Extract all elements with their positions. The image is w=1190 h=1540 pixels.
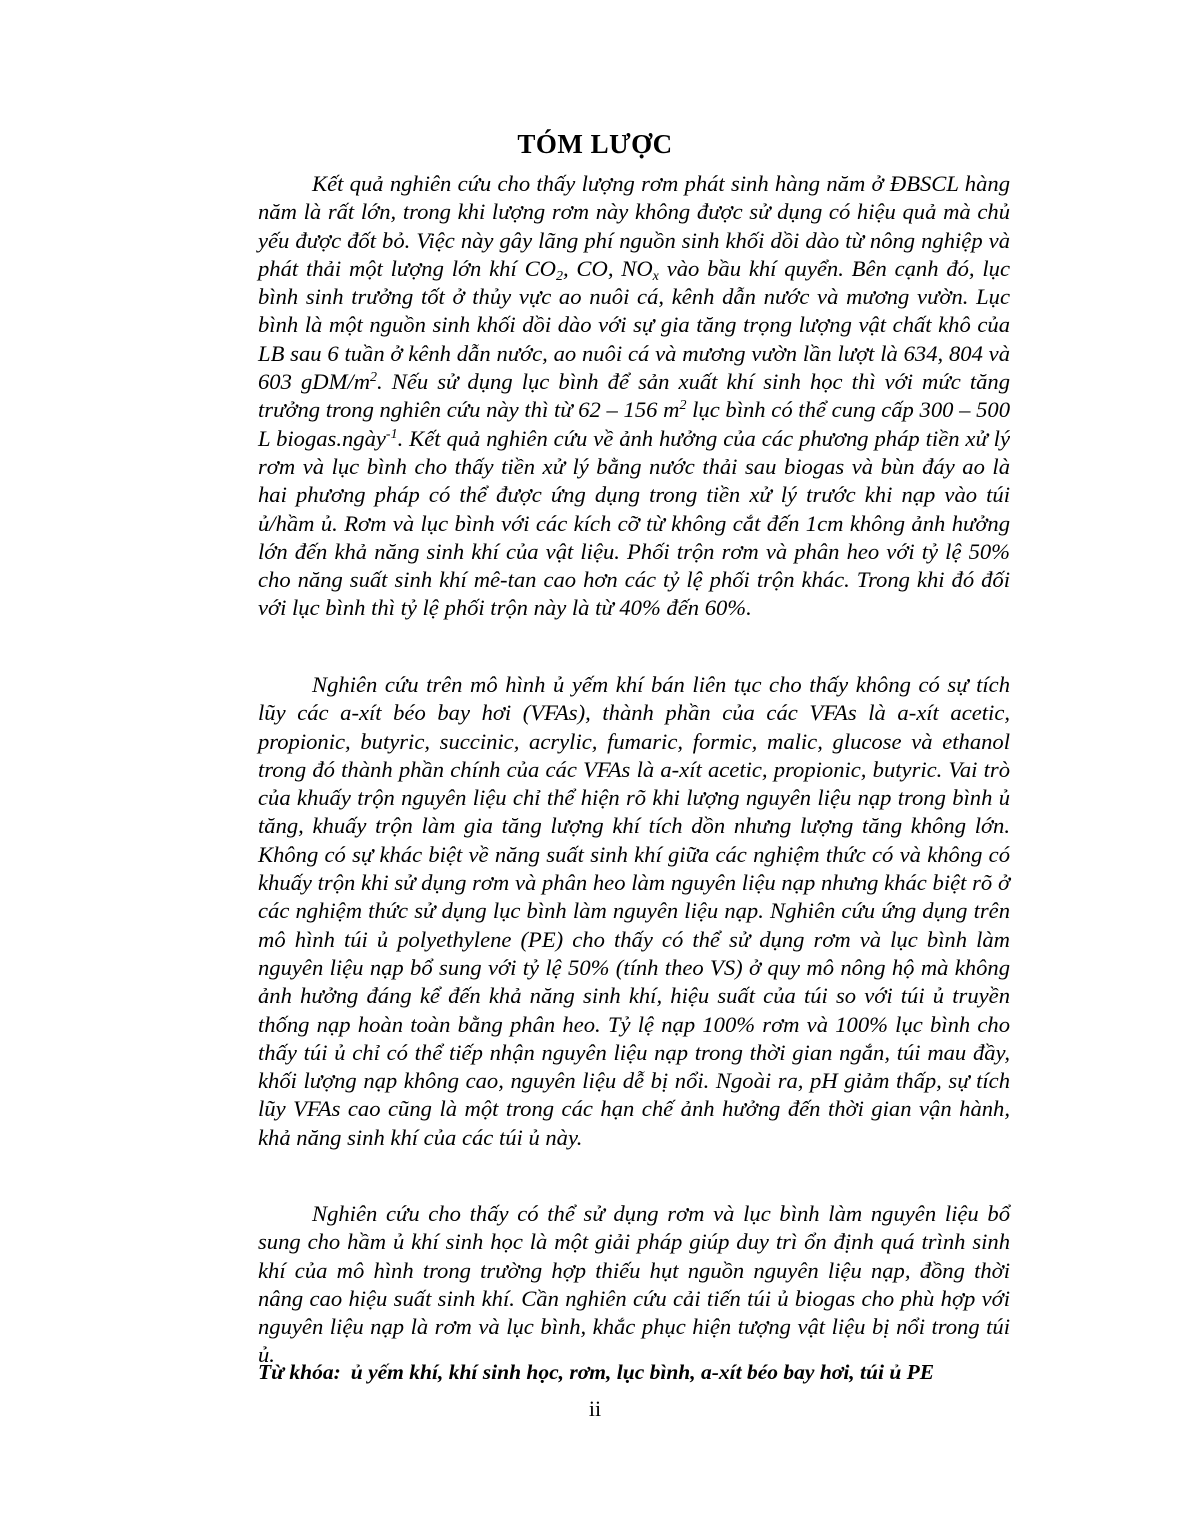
paragraph-1-text-d: . Nếu sử dụng lục bình để sản xuất khí sinh học thì với mức tăng trưởng trong nghiên cứu này thì từ 62 – 156 m <box>258 369 1010 423</box>
page-title: TÓM LƯỢC <box>517 129 673 159</box>
paragraph-3-text: Nghiên cứu cho thấy có thể sử dụng rơm và lục bình làm nguyên liệu bổ sung cho hầm ủ khí sinh học là một giải pháp giúp duy trì ổn định quá trình sinh khí của mô hình trong trường hợp thiếu hụt nguồn nguyên liệu nạp, đồng thời nâng cao hiệu suất sinh khí. Cần nghiên cứu cải tiến túi ủ biogas cho phù hợp với nguyên liệu nạp là rơm và lục bình, khắc phục hiện tượng vật liệu bị nổi trong túi ủ. <box>258 1201 1010 1368</box>
abstract-paragraph-3 <box>258 1200 1010 1370</box>
keywords-line <box>258 1358 1010 1386</box>
paragraph-1-text-e: lục bình có thể cung cấp 300 – 500 L biogas.ngày <box>258 397 1011 451</box>
keywords-value: ủ yếm khí, khí sinh học, rơm, lục bình, a-xít béo bay hơi, túi ủ PE <box>350 1360 935 1384</box>
subscript-co2: 2 <box>555 268 563 284</box>
page-number: ii <box>588 1396 602 1421</box>
superscript-m2-b: 2 <box>679 398 687 414</box>
superscript-per-day: -1 <box>385 426 398 442</box>
abstract-paragraph-2 <box>258 671 1010 1152</box>
subscript-nox: x <box>652 268 659 284</box>
paragraph-2-text: Nghiên cứu trên mô hình ủ yếm khí bán liên tục cho thấy không có sự tích lũy các a-xít béo bay hơi (VFAs), thành phần của các VFAs là a-xít acetic, propionic, butyric, succinic, acrylic, fumaric, formic, malic, glucose và ethanol trong đó thành phần chính của các VFAs là a-xít acetic, propionic, butyric. Vai trò của khuấy trộn nguyên liệu chỉ thể hiện rõ khi lượng nguyên liệu nạp trong bình ủ tăng, khuấy trộn làm gia tăng lượng khí tích dồn nhưng lượng tăng không lớn. Không có sự khác biệt về năng suất sinh khí giữa các nghiệm thức có và không có khuấy trộn khi sử dụng rơm và phân heo làm nguyên liệu nạp nhưng khác biệt rõ ở các nghiệm thức sử dụng lục bình làm nguyên liệu nạp. Nghiên cứu ứng dụng trên mô hình túi ủ polyethylene (PE) cho thấy có thể sử dụng rơm và lục bình làm nguyên liệu nạp bổ sung với tỷ lệ 50% (tính theo VS) ở quy mô nông hộ mà không ảnh hưởng đáng kể đến khả năng sinh khí, hiệu suất của túi so với túi ủ truyền thống nạp hoàn toàn bằng phân heo. Tỷ lệ nạp 100% rơm và 100% lục bình cho thấy túi ủ chỉ có thể tiếp nhận nguyên liệu nạp trong thời gian ngắn, túi mau đầy, khối lượng nạp không cao, nguyên liệu dễ bị nổi. Ngoài ra, pH giảm thấp, sự tích lũy VFAs cao cũng là một trong các hạn chế ảnh hưởng đến thời gian vận hành, khả năng sinh khí của các túi ủ này. <box>258 672 1010 1150</box>
paragraph-1-text-a: Kết quả nghiên cứu cho thấy lượng rơm phát sinh hàng năm ở ĐBSCL hàng năm là rất lớn, trong khi lượng rơm này không được sử dụng có hiệu quả mà chủ yếu được đốt bỏ. Việc này gây lãng phí nguồn sinh khối dồi dào từ nông nghiệp và phát thải một lượng lớn khí CO <box>258 171 1010 281</box>
paragraph-1-text-f: . Kết quả nghiên cứu về ảnh hưởng của các phương pháp tiền xử lý rơm và lục bình cho thấy tiền xử lý bằng nước thải sau biogas và bùn đáy ao là hai phương pháp có thể được ứng dụng trong tiền xử lý trước khi nạp vào túi ủ/hầm ủ. Rơm và lục bình với các kích cỡ từ không cắt đến 1cm không ảnh hưởng lớn đến khả năng sinh khí của vật liệu. Phối trộn rơm và phân heo với tỷ lệ 50% cho năng suất sinh khí mê-tan cao hơn các tỷ lệ phối trộn khác. Trong khi đó đối với lục bình thì tỷ lệ phối trộn này là từ 40% đến 60%. <box>258 425 1010 621</box>
paragraph-1-text-b: , CO, NO <box>562 255 653 281</box>
abstract-paragraph-1 <box>258 170 1010 623</box>
paragraph-1-text-c: vào bầu khí quyển. Bên cạnh đó, lục bình sinh trưởng tốt ở thủy vực ao nuôi cá, kênh dẫn nước và mương vườn. Lục bình là một nguồn sinh khối dồi dào với sự gia tăng trọng lượng vật chất khô của LB sau 6 tuần ở kênh dẫn nước, ao nuôi cá và mương vườn lần lượt là 634, 804 và 603 gDM/m <box>258 255 1010 395</box>
superscript-m2-a: 2 <box>370 370 378 386</box>
keywords-label: Từ khóa: <box>258 1360 341 1384</box>
